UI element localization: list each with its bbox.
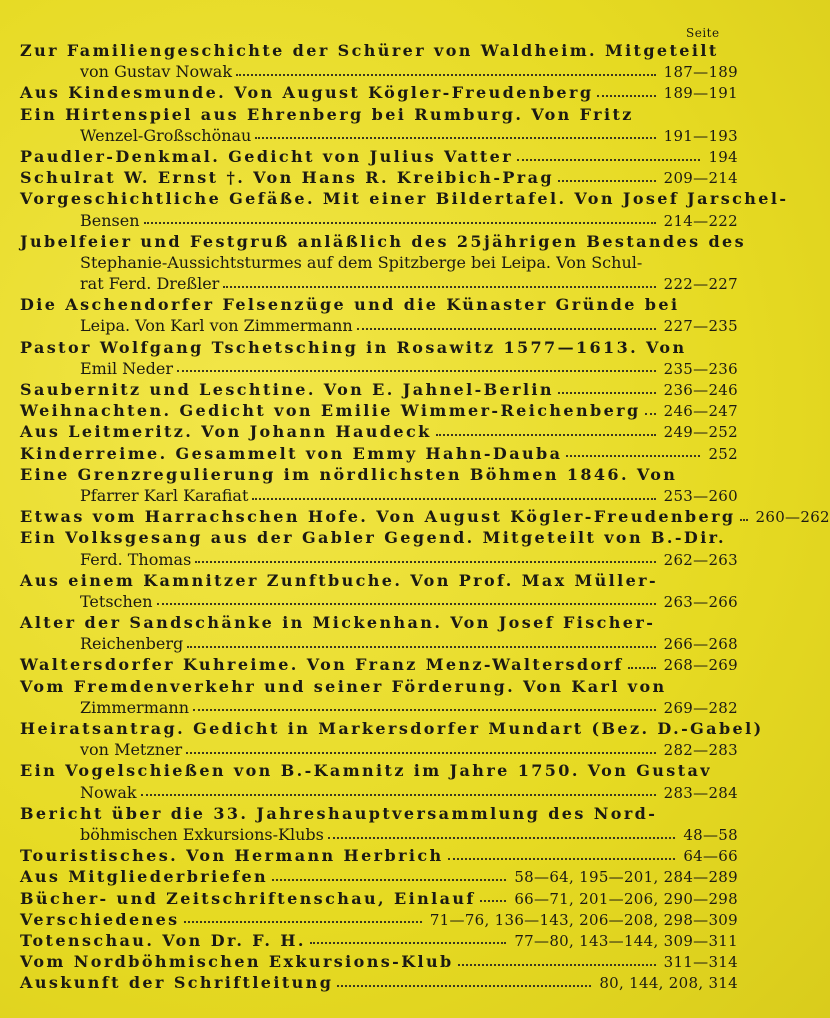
toc-entry-title: Vorgeschichtliche Gefäße. Mit einer Bildertafel. Von Josef Jarschel- <box>20 189 789 209</box>
dot-leader <box>448 852 676 860</box>
toc-entry-line <box>20 358 738 379</box>
dot-leader <box>157 597 656 605</box>
toc-entry <box>20 718 764 760</box>
page-numbers: 260—262 <box>755 508 830 527</box>
toc-entry-line <box>20 654 738 675</box>
toc-entry <box>20 464 738 506</box>
dot-leader <box>436 428 656 436</box>
toc-entry-title: Ein Volksgesang aus der Gabler Gegend. Mitgeteilt von B.-Dir. <box>20 528 727 548</box>
table-of-contents <box>20 40 830 993</box>
toc-entry-line <box>20 379 738 400</box>
page-numbers: 282—283 <box>663 741 738 760</box>
toc-entry-line <box>20 231 747 252</box>
page-numbers: 214—222 <box>663 211 738 230</box>
toc-entry-line <box>20 909 738 930</box>
toc-entry-line <box>20 104 738 125</box>
toc-entry-continuation: Nowak <box>80 782 137 802</box>
toc-entry-title: Schulrat W. Ernst †. Von Hans R. Kreibich-Prag <box>20 168 554 188</box>
dot-leader <box>255 131 655 139</box>
toc-entry-title: Bücher- und Zeitschriftenschau, Einlauf <box>20 888 476 908</box>
dot-leader <box>236 68 656 76</box>
toc-entry-title: Etwas vom Harrachschen Hofe. Von August Kögler-Freudenberg <box>20 507 736 527</box>
toc-entry-continuation: von Metzner <box>80 740 183 760</box>
page-numbers: 187—189 <box>663 63 738 82</box>
toc-entry-title: Eine Grenzregulierung im nördlichsten Böhmen 1846. Von <box>20 464 678 484</box>
toc-entry-line <box>20 252 738 273</box>
toc-entry-title: Vom Nordböhmischen Exkursions-Klub <box>20 952 454 972</box>
page-numbers: 262—263 <box>663 550 738 569</box>
dot-leader <box>186 746 655 754</box>
page-numbers: 64—66 <box>683 847 738 866</box>
dot-leader <box>328 831 675 839</box>
dot-leader <box>337 979 591 987</box>
page-numbers: 269—282 <box>663 698 738 717</box>
toc-entry <box>20 506 830 527</box>
toc-entry <box>20 676 738 718</box>
toc-entry-title: Waltersdorfer Kuhreime. Von Franz Menz-Waltersdorf <box>20 655 624 675</box>
toc-entry-title: Verschiedenes <box>20 909 180 929</box>
dot-leader <box>517 153 700 161</box>
toc-entry-title: Heiratsantrag. Gedicht in Markersdorfer Mundart (Bez. D.-Gabel) <box>20 719 764 738</box>
page-numbers: 58—64, 195—201, 284—289 <box>514 868 738 887</box>
toc-entry-title: Auskunft der Schriftleitung <box>20 973 334 993</box>
toc-entry-continuation: Tetschen <box>80 591 153 611</box>
toc-entry-continuation: Reichenberg <box>80 634 184 654</box>
toc-entry-continuation: Ferd. Thomas <box>80 549 192 569</box>
toc-entry-continuation: Leipa. Von Karl von Zimmermann <box>80 316 353 336</box>
toc-entry-title: Die Aschendorfer Felsenzüge und die Künaster Gründe bei <box>20 295 680 315</box>
dot-leader <box>645 407 656 415</box>
toc-entry <box>20 104 738 146</box>
toc-entry-line <box>20 294 738 315</box>
toc-entry-line <box>20 888 738 909</box>
toc-entry-line <box>20 739 738 760</box>
toc-entry <box>20 443 738 464</box>
page-numbers: 249—252 <box>663 423 738 442</box>
toc-entry-line <box>20 612 738 633</box>
page-numbers: 222—227 <box>663 275 738 294</box>
toc-entry <box>20 167 738 188</box>
toc-entry <box>20 654 738 675</box>
toc-entry-title: Totenschau. Von Dr. F. H. <box>20 930 306 950</box>
toc-entry-line <box>20 61 738 82</box>
toc-entry <box>20 379 738 400</box>
toc-entry-title: Paudler-Denkmal. Gedicht von Julius Vatter <box>20 146 514 166</box>
toc-entry-title: Kinderreime. Gesammelt von Emmy Hahn-Dauba <box>20 443 563 463</box>
toc-entry-title: Ein Hirtenspiel aus Ehrenberg bei Rumburg. Von Fritz <box>20 104 634 124</box>
toc-entry-line <box>20 930 738 951</box>
toc-entry-title: Saubernitz und Leschtine. Von E. Jahnel-Berlin <box>20 380 554 399</box>
toc-entry <box>20 803 738 845</box>
dot-leader <box>597 89 655 97</box>
page-numbers: 194 <box>708 147 738 166</box>
toc-entry-line <box>20 570 738 591</box>
toc-entry-line <box>20 337 738 358</box>
toc-entry-line <box>20 82 738 103</box>
dot-leader <box>458 958 656 966</box>
toc-entry-line <box>20 485 738 506</box>
toc-entry <box>20 146 738 167</box>
toc-entry-line <box>20 549 738 570</box>
page-numbers: 80, 144, 208, 314 <box>599 974 738 993</box>
page-numbers: 246—247 <box>663 402 738 421</box>
dot-leader <box>193 703 656 711</box>
toc-entry-line <box>20 782 738 803</box>
toc-entry-line <box>20 633 738 654</box>
toc-entry-line <box>20 40 738 61</box>
toc-entry-line <box>20 400 738 421</box>
toc-entry-line <box>20 125 738 146</box>
page-numbers: 227—235 <box>663 317 738 336</box>
dot-leader <box>566 449 700 457</box>
toc-entry-title: Vom Fremdenverkehr und seiner Förderung. Von Karl von <box>20 676 667 696</box>
toc-entry-line <box>20 443 738 464</box>
dot-leader <box>357 322 656 330</box>
toc-entry <box>20 40 738 82</box>
toc-entry-line <box>20 951 738 972</box>
dot-leader <box>272 873 506 881</box>
page-numbers: 191—193 <box>663 126 738 145</box>
page-numbers: 263—266 <box>663 592 738 611</box>
page-numbers: 209—214 <box>663 169 738 188</box>
toc-entry <box>20 421 738 442</box>
dot-leader <box>144 216 656 224</box>
dot-leader <box>177 364 656 372</box>
toc-entry-title: Aus Leitmeritz. Von Johann Haudeck <box>20 422 432 442</box>
toc-entry-line <box>20 210 738 231</box>
toc-entry-title: Alter der Sandschänke in Mickenhan. Von Josef Fischer- <box>20 613 656 633</box>
toc-entry-continuation: Bensen <box>80 210 140 230</box>
toc-entry-title: Zur Familiengeschichte der Schürer von Waldheim. Mitgeteilt <box>20 41 719 60</box>
toc-entry-line <box>20 760 738 781</box>
toc-entry-line <box>20 803 738 824</box>
toc-entry-line <box>20 527 738 548</box>
toc-entry <box>20 294 738 336</box>
dot-leader <box>558 174 656 182</box>
dot-leader <box>187 640 655 648</box>
toc-entry <box>20 337 738 379</box>
toc-entry-line <box>20 845 738 866</box>
page-numbers: 253—260 <box>663 486 738 505</box>
toc-entry <box>20 527 738 569</box>
toc-entry <box>20 570 738 612</box>
dot-leader <box>195 555 655 563</box>
toc-entry-title: Weihnachten. Gedicht von Emilie Wimmer-Reichenberg <box>20 401 641 421</box>
toc-entry-title: Bericht über die 33. Jahreshauptversammlung des Nord- <box>20 803 658 823</box>
toc-entry <box>20 82 738 103</box>
toc-entry-line <box>20 506 830 527</box>
page-numbers: 268—269 <box>663 656 738 675</box>
dot-leader <box>184 915 422 923</box>
toc-entry-title: Pastor Wolfgang Tschetsching in Rosawitz 1577—1613. Von <box>20 337 687 357</box>
toc-entry-continuation: böhmischen Exkursions-Klubs <box>80 824 324 844</box>
toc-entry-continuation: Zimmermann <box>80 697 190 717</box>
page-numbers: 77—80, 143—144, 309—311 <box>514 931 738 950</box>
toc-entry-title: Jubelfeier und Festgruß anläßlich des 25jährigen Bestandes des <box>20 231 747 251</box>
toc-entry-continuation: rat Ferd. Dreßler <box>80 274 220 294</box>
toc-entry-line <box>20 315 738 336</box>
page-numbers: 48—58 <box>683 825 738 844</box>
toc-entry-continuation: Stephanie-Aussichtsturmes auf dem Spitzberge bei Leipa. Von Schul- <box>80 252 643 272</box>
dot-leader <box>558 386 656 394</box>
toc-entry-line <box>20 697 738 718</box>
toc-entry-line <box>20 146 738 167</box>
toc-entry <box>20 888 738 909</box>
toc-entry-continuation: Pfarrer Karl Karafiat <box>80 485 249 505</box>
dot-leader <box>740 513 748 521</box>
toc-entry-line <box>20 273 738 294</box>
toc-entry-continuation: Wenzel-Großschönau <box>80 125 252 145</box>
page-numbers: 252 <box>708 444 738 463</box>
page-numbers: 189—191 <box>663 84 738 103</box>
toc-entry-title: Aus Kindesmunde. Von August Kögler-Freudenberg <box>20 83 594 103</box>
toc-entry-line <box>20 972 738 993</box>
toc-entry-title: Touristisches. Von Hermann Herbrich <box>20 846 444 866</box>
dot-leader <box>223 280 655 288</box>
toc-entry <box>20 866 738 887</box>
toc-entry-title: Aus einem Kamnitzer Zunftbuche. Von Prof. Max Müller- <box>20 570 659 590</box>
page-numbers: 235—236 <box>663 359 738 378</box>
page-numbers: 71—76, 136—143, 206—208, 298—309 <box>429 910 738 929</box>
toc-entry <box>20 909 738 930</box>
seite-column-header: Seite <box>686 26 720 40</box>
toc-entry-continuation: von Gustav Nowak <box>80 62 233 82</box>
toc-entry-title: Aus Mitgliederbriefen <box>20 867 269 887</box>
toc-entry <box>20 972 738 993</box>
toc-entry-title: Ein Vogelschießen von B.-Kamnitz im Jahre 1750. Von Gustav <box>20 761 712 781</box>
toc-entry <box>20 930 738 951</box>
toc-entry <box>20 951 738 972</box>
toc-entry-line <box>20 188 789 209</box>
dot-leader <box>480 894 507 902</box>
page-numbers: 66—71, 201—206, 290—298 <box>514 889 738 908</box>
toc-entry-line <box>20 421 738 442</box>
toc-entry-line <box>20 464 738 485</box>
page-numbers: 236—246 <box>663 381 738 399</box>
page-numbers: 283—284 <box>663 783 738 802</box>
toc-entry <box>20 188 789 230</box>
toc-entry <box>20 845 738 866</box>
dot-leader <box>310 936 506 944</box>
toc-entry-line <box>20 824 738 845</box>
toc-entry-line <box>20 866 738 887</box>
page-numbers: 266—268 <box>663 635 738 654</box>
dot-leader <box>628 661 656 669</box>
toc-entry-line <box>20 718 764 739</box>
toc-entry-line <box>20 167 738 188</box>
toc-entry <box>20 612 738 654</box>
page-numbers: 311—314 <box>663 953 738 972</box>
toc-entry-line <box>20 591 738 612</box>
dot-leader <box>252 492 655 500</box>
dot-leader <box>141 788 656 796</box>
toc-entry-line <box>20 676 738 697</box>
toc-entry <box>20 231 747 295</box>
toc-entry <box>20 760 738 802</box>
toc-entry <box>20 400 738 421</box>
toc-entry-continuation: Emil Neder <box>80 358 173 378</box>
